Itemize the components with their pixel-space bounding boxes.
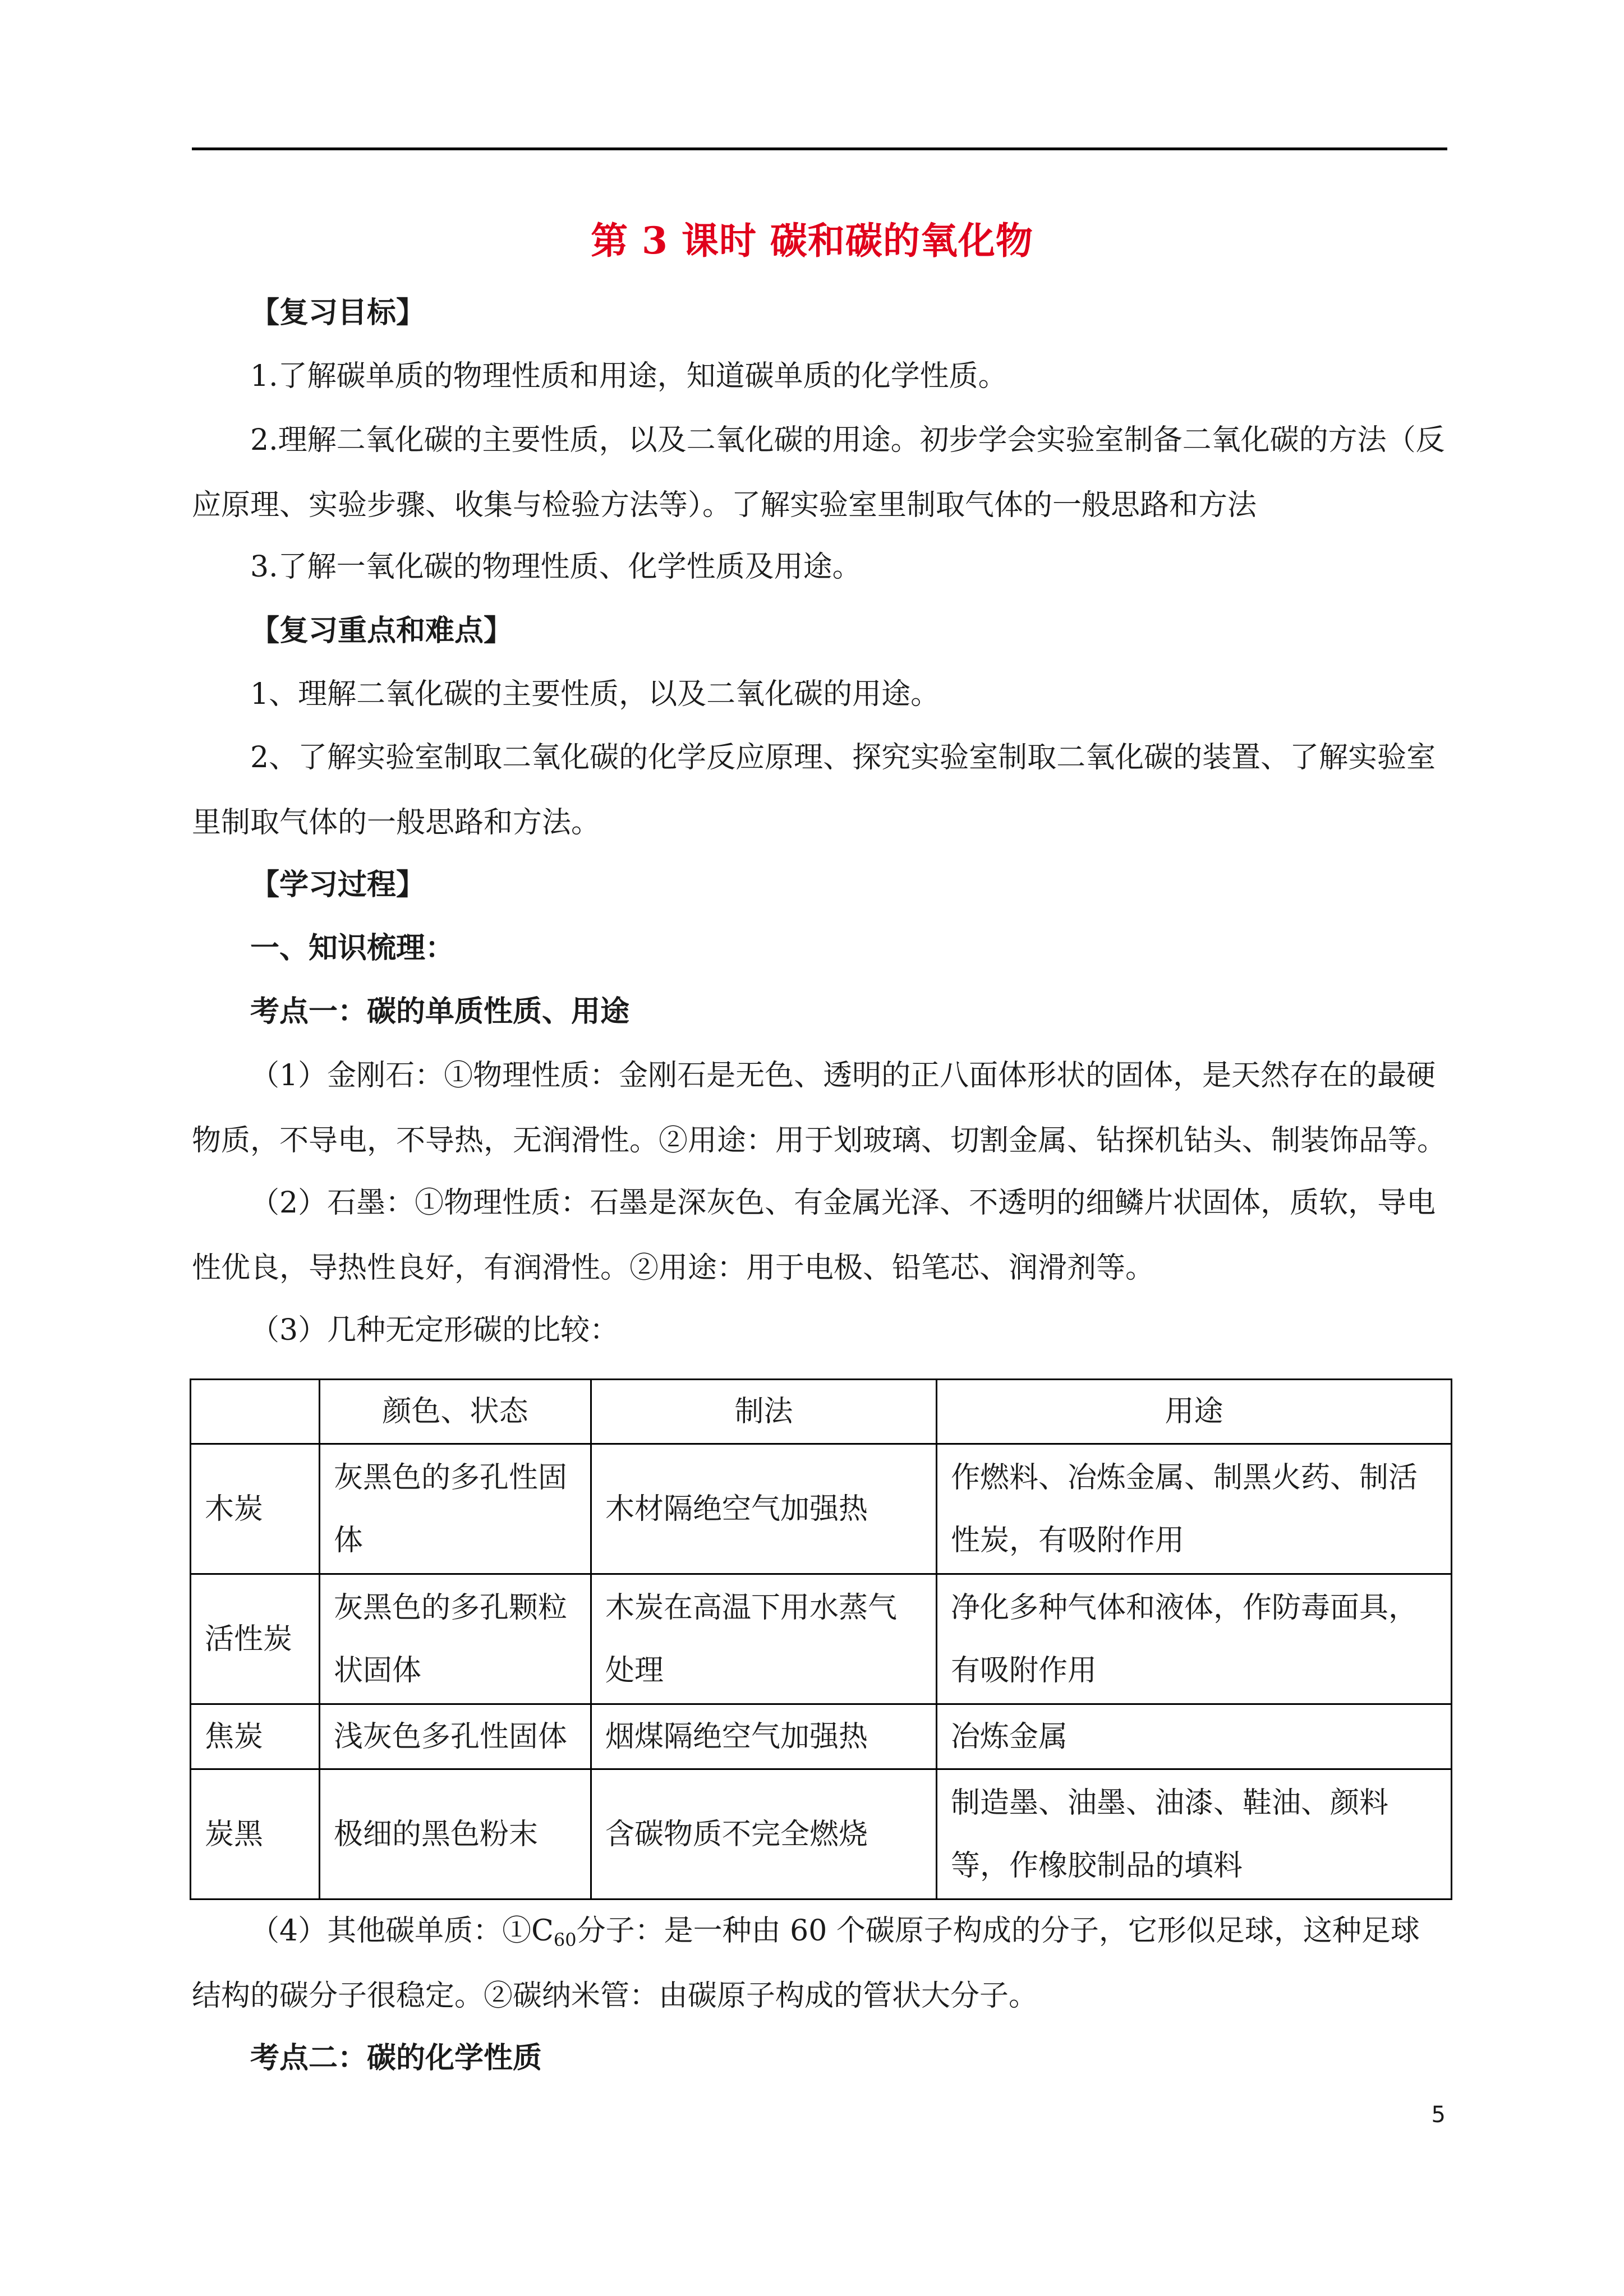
- page-number: 5: [1431, 2102, 1446, 2128]
- table-cell: 浅灰色多孔性固体: [320, 1704, 591, 1769]
- table-cell: 含碳物质不完全燃烧: [591, 1769, 937, 1899]
- table-header-row: [191, 1380, 1452, 1444]
- table-header-cell: 用途: [937, 1380, 1452, 1444]
- table-header-cell: 颜色、状态: [320, 1380, 591, 1444]
- page-title: 第 3 课时 碳和碳的氧化物: [591, 219, 1033, 262]
- table-cell: 木炭在高温下用水蒸气处理: [591, 1574, 937, 1704]
- objective-3: 3.了解一氧化碳的物理性质、化学性质及用途。: [250, 550, 862, 584]
- c60-subscript: 60: [553, 1929, 577, 1951]
- table-cell: 烟煤隔绝空气加强热: [591, 1704, 937, 1769]
- part-1-heading: 一、知识梳理：: [250, 931, 455, 965]
- item-4-suffix: 分子：是一种由 60 个碳原子构成的分子，它形似足球，这种足球结构的碳分子很稳定。②碳纳米管：由碳原子构成的管状大分子。: [192, 1914, 1420, 2013]
- item-other-carbon: [192, 1898, 1447, 2028]
- keypoint-1: 1、理解二氧化碳的主要性质，以及二氧化碳的用途。: [250, 677, 940, 711]
- table-header-cell: [191, 1380, 320, 1444]
- keypoint-2: 2、了解实验室制取二氧化碳的化学反应原理、探究实验室制取二氧化碳的装置、了解实验室里制取气体的一般思路和方法。: [192, 741, 1436, 840]
- table-cell: 活性炭: [191, 1574, 320, 1704]
- item-graphite: （2）石墨：①物理性质：石墨是深灰色、有金属光泽、不透明的细鳞片状固体，质软，导电性优良，导热性良好，有润滑性。②用途：用于电极、铅笔芯、润滑剂等。: [192, 1186, 1436, 1285]
- table-header-cell: 制法: [591, 1380, 937, 1444]
- objectives-heading: 【复习目标】: [250, 296, 426, 330]
- table-cell: 净化多种气体和液体，作防毒面具，有吸附作用: [937, 1574, 1452, 1704]
- table-row: [191, 1444, 1452, 1574]
- item-4-prefix: （4）其他碳单质：①C: [250, 1914, 554, 1948]
- amorphous-carbon-table: [190, 1378, 1452, 1900]
- topic-1-heading: 考点一：碳的单质性质、用途: [250, 994, 630, 1029]
- table-cell: 炭黑: [191, 1769, 320, 1899]
- table-cell: 极细的黑色粉末: [320, 1769, 591, 1899]
- header-rule: [192, 147, 1447, 150]
- item-amorphous-carbon: （3）几种无定形碳的比较：: [250, 1313, 619, 1347]
- table-cell: 冶炼金属: [937, 1704, 1452, 1769]
- topic-2-heading: 考点二：碳的化学性质: [250, 2041, 542, 2075]
- process-heading: 【学习过程】: [250, 868, 426, 902]
- table-row: [191, 1574, 1452, 1704]
- table-row: [191, 1769, 1452, 1899]
- objective-2: 2.理解二氧化碳的主要性质，以及二氧化碳的用途。初步学会实验室制备二氧化碳的方法（反应原理、实验步骤、收集与检验方法等）。了解实验室里制取气体的一般思路和方法: [192, 423, 1445, 522]
- table-cell: 制造墨、油墨、油漆、鞋油、颜料等，作橡胶制品的填料: [937, 1769, 1452, 1899]
- objective-1: 1.了解碳单质的物理性质和用途，知道碳单质的化学性质。: [250, 359, 1007, 393]
- table-cell: 木炭: [191, 1444, 320, 1574]
- table-cell: 作燃料、冶炼金属、制黑火药、制活性炭，有吸附作用: [937, 1444, 1452, 1574]
- table-row: [191, 1704, 1452, 1769]
- table-cell: 木材隔绝空气加强热: [591, 1444, 937, 1574]
- table-cell: 灰黑色的多孔颗粒状固体: [320, 1574, 591, 1704]
- table-cell: 灰黑色的多孔性固体: [320, 1444, 591, 1574]
- item-diamond: （1）金刚石：①物理性质：金刚石是无色、透明的正八面体形状的固体，是天然存在的最硬物质，不导电，不导热，无润滑性。②用途：用于划玻璃、切割金属、钻探机钻头、制装饰品等。: [192, 1059, 1447, 1158]
- table-cell: 焦炭: [191, 1704, 320, 1769]
- keypoints-heading: 【复习重点和难点】: [250, 614, 513, 648]
